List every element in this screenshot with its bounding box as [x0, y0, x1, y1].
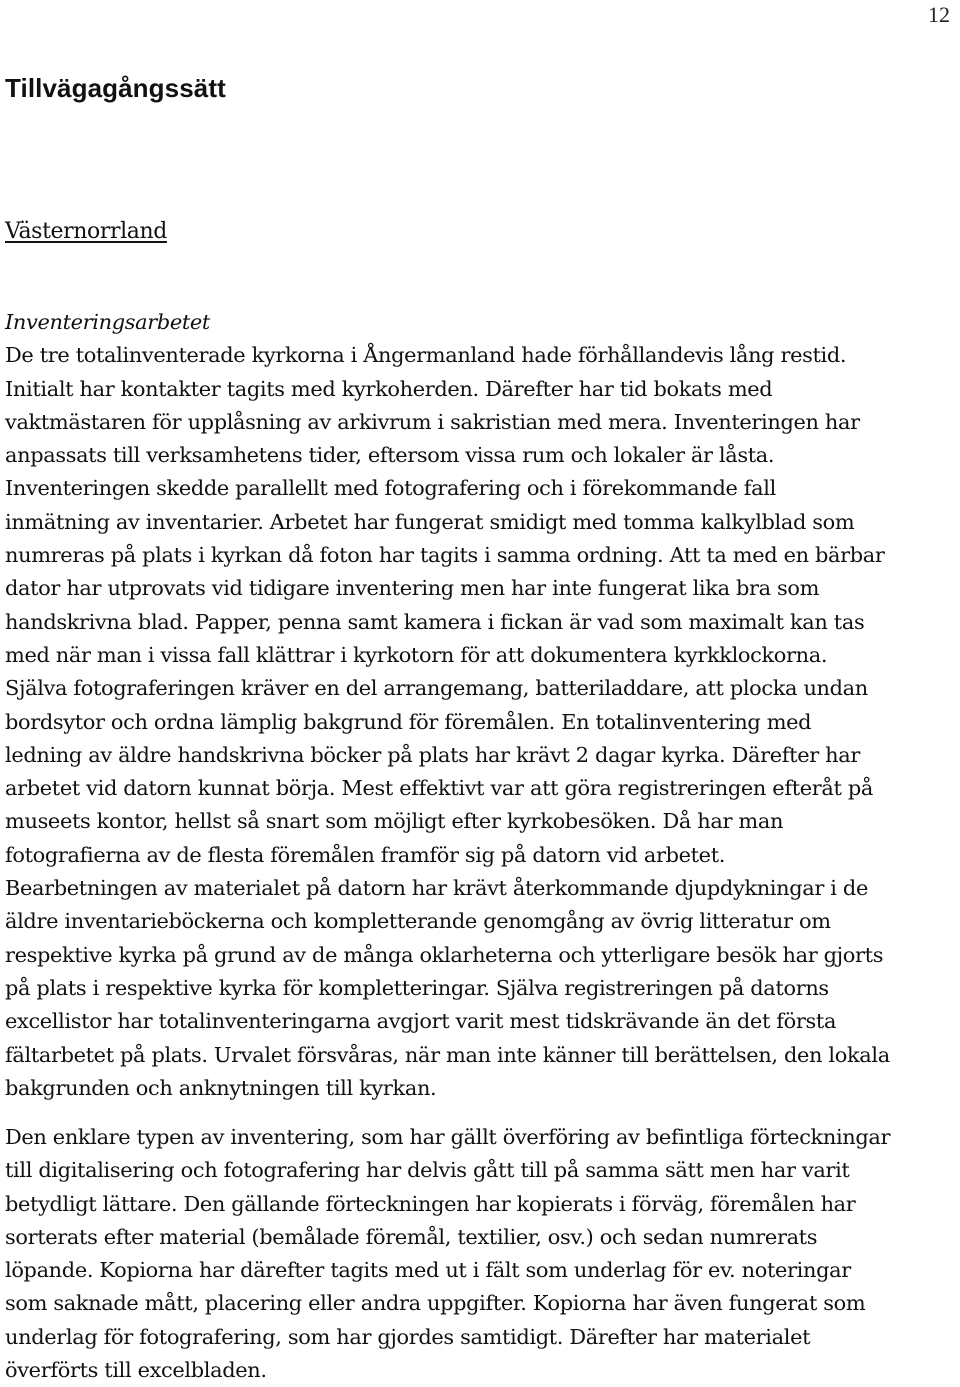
paragraph-line: Initialt har kontakter tagits med kyrkoherden. Därefter har tid bokats med: [5, 376, 773, 401]
section-enklare-inventering: [5, 1121, 960, 1387]
paragraph-line: ledning av äldre handskrivna böcker på plats har krävt 2 dagar kyrka. Därefter har: [5, 742, 860, 767]
paragraph-line: excellistor har totalinventeringarna avgjort varit mest tidskrävande än det första: [5, 1009, 837, 1034]
paragraph-line: sorterats efter material (bemålade föremål, textilier, osv.) och sedan numrerats: [5, 1224, 818, 1249]
paragraph-line: äldre inventarieböckerna och kompletterande genomgång av övrig litteratur om: [5, 909, 831, 934]
paragraph-line: underlag för fotografering, som har gjordes samtidigt. Därefter har materialet: [5, 1324, 811, 1349]
paragraph-line: fotografierna av de flesta föremålen framför sig på datorn vid arbetet.: [5, 842, 726, 867]
paragraph-line: överförts till excelbladen.: [5, 1358, 267, 1383]
paragraph-line: till digitalisering och fotografering har delvis gått till på samma sätt men har varit: [5, 1158, 850, 1183]
paragraph-line: vaktmästaren för upplåsning av arkivrum i sakristian med mera. Inventeringen har: [5, 409, 860, 434]
paragraph-line: Den enklare typen av inventering, som har gällt överföring av befintliga förteckningar: [5, 1125, 891, 1149]
section-title: Inventeringsarbetet: [5, 310, 210, 334]
paragraph-line: på plats i respektive kyrka för kompletteringar. Själva registreringen på datorns: [5, 975, 829, 1000]
paragraph-line: som saknade mått, placering eller andra uppgifter. Kopiorna har även fungerat som: [5, 1291, 866, 1316]
paragraph-line: med när man i vissa fall klättrar i kyrkotorn för att dokumentera kyrkklockorna.: [5, 642, 828, 667]
page-number: 12: [928, 2, 950, 27]
section-inventeringsarbetet: [5, 306, 960, 1105]
paragraph-line: Själva fotograferingen kräver en del arrangemang, batteriladdare, att plocka undan: [5, 676, 868, 701]
paragraph-line: bordsytor och ordna lämplig bakgrund för föremålen. En totalinventering med: [5, 709, 812, 734]
paragraph-line: betydligt lättare. Den gällande förteckningen har kopierats i förväg, föremålen har: [5, 1191, 856, 1216]
paragraph-line: bakgrunden och anknytningen till kyrkan.: [5, 1075, 437, 1100]
paragraph-line: De tre totalinventerade kyrkorna i Ångermanland hade förhållandevis lång restid.: [5, 343, 847, 368]
paragraph-line: arbetet vid datorn kunnat börja. Mest effektivt var att göra registreringen efteråt på: [5, 776, 873, 801]
paragraph-line: Inventeringen skedde parallellt med fotografering och i förekommande fall: [5, 476, 776, 501]
paragraph-line: respektive kyrka på grund av de många oklarheterna och ytterligare besök har gjorts: [5, 942, 884, 967]
paragraph-line: museets kontor, hellst så snart som möjligt efter kyrkobesöken. Då har man: [5, 809, 784, 834]
paragraph-line: anpassats till verksamhetens tider, eftersom vissa rum och lokaler är låsta.: [5, 443, 775, 468]
region-subheading: Västernorrland: [5, 219, 167, 244]
paragraph-line: inmätning av inventarier. Arbetet har fungerat smidigt med tomma kalkylblad som: [5, 509, 855, 534]
paragraph-line: fältarbetet på plats. Urvalet försvåras, när man inte känner till berättelsen, den lokala: [5, 1042, 890, 1067]
paragraph-line: handskrivna blad. Papper, penna samt kamera i fickan är vad som maximalt kan tas: [5, 609, 865, 634]
paragraph-line: Bearbetningen av materialet på datorn har krävt återkommande djupdykningar i de: [5, 876, 868, 901]
paragraph-line: numreras på plats i kyrkan då foton har tagits i samma ordning. Att ta med en bärbar: [5, 543, 885, 568]
page-heading: Tillvägagångssätt: [5, 73, 226, 103]
paragraph-line: dator har utprovats vid tidigare inventering men har inte fungerat lika bra som: [5, 576, 820, 601]
paragraph-line: löpande. Kopiorna har därefter tagits med ut i fält som underlag för ev. noteringar: [5, 1258, 851, 1283]
